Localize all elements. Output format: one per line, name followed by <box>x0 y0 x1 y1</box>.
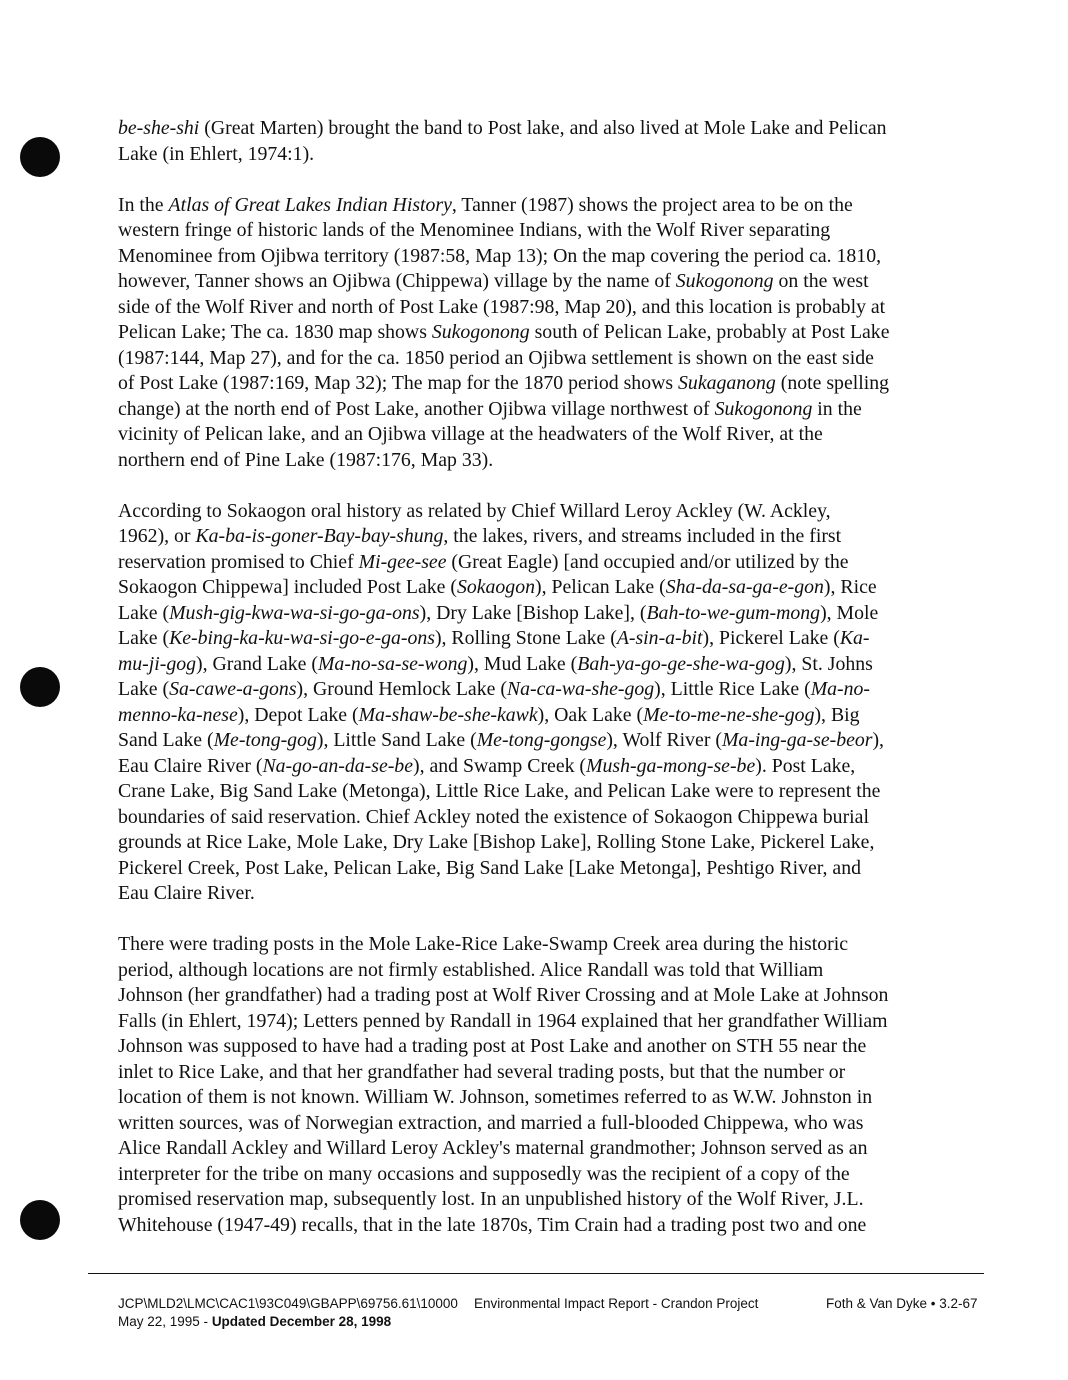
text-run: promised reservation map, subsequently lost. In an unpublished history of the Wolf River, J.L. <box>118 1188 864 1210</box>
paragraph <box>118 193 958 474</box>
italic-text: Me-tong-gongse <box>476 729 607 751</box>
text-run: Johnson was supposed to have had a trading post at Post Lake and another on STH 55 near the <box>118 1035 867 1057</box>
text-line <box>118 754 958 780</box>
text-line <box>118 499 958 525</box>
text-run: Alice Randall Ackley and Willard Leroy Ackley's maternal grandmother; Johnson served as an <box>118 1137 868 1159</box>
italic-text: Ma-no-sa-se-wong <box>317 652 468 675</box>
text-run: Lake (in Ehlert, 1974:1). <box>118 142 315 165</box>
italic-text: mu-ji-gog <box>118 652 197 675</box>
italic-text: Sa-cawe-a-gons <box>169 678 297 700</box>
text-run: in the <box>812 397 862 420</box>
italic-text: Mush-ga-mong-se-be <box>586 754 756 777</box>
text-run: grounds at Rice Lake, Mole Lake, Dry Lake [Bishop Lake], Rolling Stone Lake, Pickerel Lake, <box>118 831 875 853</box>
italic-text: Na-ca-wa-she-gog <box>506 678 655 700</box>
text-run: ), Pickerel Lake ( <box>702 627 840 649</box>
text-line <box>118 244 958 270</box>
text-line <box>118 1213 958 1239</box>
paragraph <box>118 932 958 1238</box>
text-run: (Great Marten) brought the band to Post lake, and also lived at Mole Lake and Pelican <box>199 117 887 139</box>
italic-text: Ma-no- <box>810 678 871 700</box>
text-run: ), Little Rice Lake ( <box>654 678 811 700</box>
binder-hole-middle <box>20 667 60 707</box>
text-line <box>118 958 958 984</box>
text-run: ), <box>872 729 885 751</box>
italic-text: Sukogonong <box>431 321 530 343</box>
text-line <box>118 1009 958 1035</box>
text-line <box>118 524 958 550</box>
footer-report-title: Environmental Impact Report - Crandon Project <box>474 1296 759 1311</box>
text-run: ), Little Sand Lake ( <box>316 729 477 751</box>
text-line <box>118 881 958 907</box>
text-line <box>118 1111 958 1137</box>
text-line <box>118 218 958 244</box>
binder-hole-top <box>20 137 60 177</box>
text-run: ), Dry Lake [Bishop Lake], ( <box>419 601 647 624</box>
text-run: location of them is not known. William W. Johnson, sometimes referred to as W.W. Johnston in <box>118 1086 873 1108</box>
text-run: Lake ( <box>118 678 170 700</box>
paragraph <box>118 499 958 907</box>
text-run: Johnson (her grandfather) had a trading post at Wolf River Crossing and at Mole Lake at Johnson <box>118 984 889 1006</box>
italic-text: Sha-da-sa-ga-e-gon <box>665 576 824 598</box>
text-run: Eau Claire River ( <box>118 754 263 777</box>
text-line <box>118 1085 958 1111</box>
text-run: , the lakes, rivers, and streams included in the first <box>443 525 842 547</box>
footer-updated-date: Updated December 28, 1998 <box>211 1314 392 1329</box>
footer-file-path: JCP\MLD2\LMC\CAC1\93C049\GBAPP\69756.61\10000 <box>118 1296 458 1311</box>
text-run: reservation promised to Chief <box>118 550 359 573</box>
text-line <box>118 932 958 958</box>
text-run: side of the Wolf River and north of Post Lake (1987:98, Map 20), and this location is probably at <box>118 295 886 318</box>
italic-text: A-sin-a-bit <box>616 627 703 649</box>
italic-text: menno-ka-nese <box>118 703 238 726</box>
text-line <box>118 983 958 1009</box>
text-line <box>118 805 958 831</box>
footer-date-line <box>118 1313 458 1331</box>
text-line <box>118 1162 958 1188</box>
footer-date: May 22, 1995 - <box>118 1314 212 1329</box>
text-line <box>118 677 958 703</box>
text-run: There were trading posts in the Mole Lake-Rice Lake-Swamp Creek area during the historic <box>118 933 848 955</box>
text-run: Sand Lake ( <box>118 729 214 751</box>
text-line <box>118 856 958 882</box>
text-run: inlet to Rice Lake, and that her grandfather had several trading posts, but that the number or <box>118 1060 846 1083</box>
text-run: Sokaogon Chippewa] included Post Lake ( <box>118 576 457 598</box>
text-line <box>118 1136 958 1162</box>
text-line <box>118 703 958 729</box>
text-line <box>118 397 958 423</box>
footer-divider <box>88 1273 984 1274</box>
document-body <box>118 116 958 1264</box>
text-line <box>118 116 958 142</box>
italic-text: Sukogonong <box>714 397 813 420</box>
footer-page-reference: Foth & Van Dyke • 3.2-67 <box>826 1296 978 1311</box>
text-line <box>118 422 958 448</box>
text-run: written sources, was of Norwegian extraction, and married a full-blooded Chippewa, who was <box>118 1111 864 1134</box>
text-run: of Post Lake (1987:169, Map 32); The map for the 1870 period shows <box>118 372 679 394</box>
text-run: Lake ( <box>118 601 170 624</box>
text-run: on the west <box>773 270 869 292</box>
text-run: Whitehouse (1947-49) recalls, that in the late 1870s, Tim Crain had a trading post two and one <box>118 1213 867 1236</box>
text-line <box>118 550 958 576</box>
italic-text: Ma-shaw-be-she-kawk <box>358 703 538 726</box>
italic-text: Bah-ya-go-ge-she-wa-gog <box>577 652 785 675</box>
text-run: Falls (in Ehlert, 1974); Letters penned by Randall in 1964 explained that her grandfather William <box>118 1009 888 1032</box>
text-line <box>118 575 958 601</box>
text-run: ), St. Johns <box>784 652 873 675</box>
binder-hole-bottom <box>20 1200 60 1240</box>
text-run: south of Pelican Lake, probably at Post Lake <box>529 321 890 343</box>
italic-text: Bah-to-we-gum-mong <box>646 601 821 624</box>
text-line <box>118 1187 958 1213</box>
text-run: period, although locations are not firmly established. Alice Randall was told that William <box>118 958 824 981</box>
footer-left <box>118 1295 458 1331</box>
text-line <box>118 779 958 805</box>
text-line <box>118 142 958 168</box>
italic-text: Sukogonong <box>675 270 774 292</box>
text-line <box>118 830 958 856</box>
text-run: ), Pelican Lake ( <box>534 576 666 598</box>
text-line <box>118 601 958 627</box>
text-line <box>118 346 958 372</box>
text-run: western fringe of historic lands of the Menominee Indians, with the Wolf River separating <box>118 219 831 241</box>
text-run: , Tanner (1987) shows the project area to be on the <box>451 193 853 216</box>
text-line <box>118 193 958 219</box>
text-run: ), Rice <box>823 576 877 598</box>
italic-text: Me-tong-gog <box>213 729 317 751</box>
text-line <box>118 320 958 346</box>
text-run: vicinity of Pelican lake, and an Ojibwa village at the headwaters of the Wolf River, at the <box>118 423 823 445</box>
text-run: change) at the north end of Post Lake, another Ojibwa village northwest of <box>118 397 715 420</box>
text-run: ), Wolf River ( <box>606 729 722 751</box>
paragraph <box>118 116 958 167</box>
text-run: Eau Claire River. <box>118 882 255 904</box>
text-run: (note spelling <box>775 372 890 394</box>
italic-text: Ka- <box>839 627 870 649</box>
text-run: ), Grand Lake ( <box>196 652 318 675</box>
text-line <box>118 728 958 754</box>
italic-text: Ma-ing-ga-se-beor <box>721 729 873 751</box>
text-line <box>118 269 958 295</box>
text-run: Menominee from Ojibwa territory (1987:58, Map 13); On the map covering the period ca. 1810, <box>118 244 882 267</box>
text-run: however, Tanner shows an Ojibwa (Chippewa) village by the name of <box>118 270 676 292</box>
text-line <box>118 626 958 652</box>
text-run: ), Ground Hemlock Lake ( <box>296 678 507 700</box>
text-line <box>118 295 958 321</box>
italic-text: Atlas of Great Lakes Indian History <box>168 193 452 216</box>
text-run: ), Depot Lake ( <box>237 703 359 726</box>
text-run: ), and Swamp Creek ( <box>412 754 587 777</box>
text-run: ), Mud Lake ( <box>467 652 578 675</box>
italic-text: Na-go-an-da-se-be <box>262 754 413 777</box>
text-line <box>118 371 958 397</box>
italic-text: Sukaganong <box>678 372 776 394</box>
text-run: In the <box>118 193 169 216</box>
italic-text: Me-to-me-ne-she-gog <box>643 703 815 726</box>
text-run: ), Rolling Stone Lake ( <box>434 627 617 649</box>
italic-text: Mi-gee-see <box>358 550 447 573</box>
italic-text: Ka-ba-is-goner-Bay-bay-shung <box>195 525 444 547</box>
text-run: northern end of Pine Lake (1987:176, Map 33). <box>118 448 494 471</box>
text-run: According to Sokaogon oral history as related by Chief Willard Leroy Ackley (W. Ackley, <box>118 499 831 522</box>
text-run: Lake ( <box>118 627 170 649</box>
text-run: 1962), or <box>118 525 196 547</box>
text-run: interpreter for the tribe on many occasions and supposedly was the recipient of a copy of the <box>118 1162 850 1185</box>
text-run: (1987:144, Map 27), and for the ca. 1850 period an Ojibwa settlement is shown on the east side <box>118 346 874 369</box>
text-run: Pickerel Creek, Post Lake, Pelican Lake, Big Sand Lake [Lake Metonga], Peshtigo River, and <box>118 856 861 879</box>
text-run: boundaries of said reservation. Chief Ackley noted the existence of Sokaogon Chippewa burial <box>118 805 869 828</box>
text-line <box>118 652 958 678</box>
italic-text: Ke-bing-ka-ku-wa-si-go-e-ga-ons <box>169 627 435 649</box>
italic-text: Sokaogon <box>456 576 535 598</box>
italic-text: be-she-shi <box>118 117 200 139</box>
text-run: (Great Eagle) [and occupied and/or utilized by the <box>446 550 849 573</box>
text-run: ), Big <box>814 703 860 726</box>
text-run: Pelican Lake; The ca. 1830 map shows <box>118 321 432 343</box>
text-line <box>118 1034 958 1060</box>
text-run: ), Oak Lake ( <box>537 703 644 726</box>
text-line <box>118 448 958 474</box>
text-run: Crane Lake, Big Sand Lake (Metonga), Little Rice Lake, and Pelican Lake were to represent the <box>118 780 881 802</box>
text-run: ), Mole <box>820 601 879 624</box>
text-run: ). Post Lake, <box>755 754 856 777</box>
italic-text: Mush-gig-kwa-wa-si-go-ga-ons <box>169 601 420 624</box>
text-line <box>118 1060 958 1086</box>
